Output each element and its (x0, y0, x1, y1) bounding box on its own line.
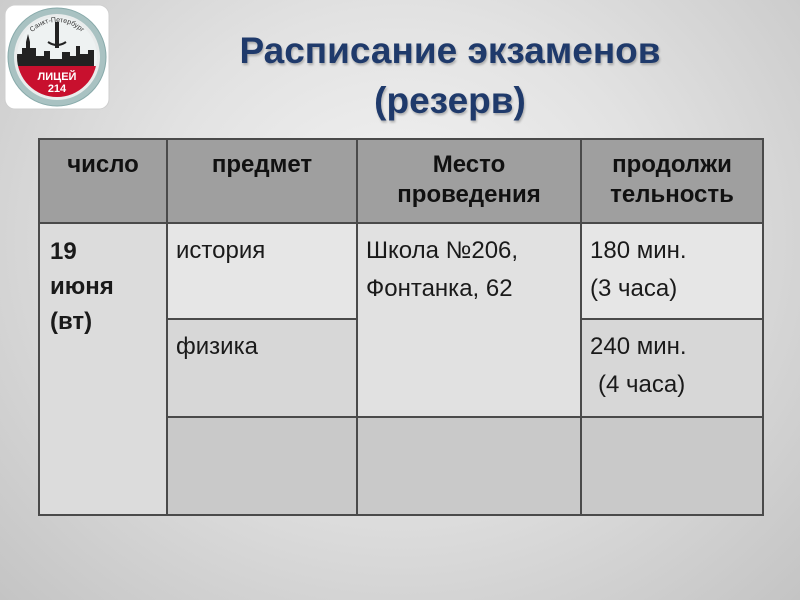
table-row (39, 223, 763, 319)
header-subject: предмет (167, 139, 357, 223)
table-header-row (39, 139, 763, 223)
page-title (120, 26, 780, 126)
subject-cell: история (167, 223, 357, 319)
exam-schedule-table (38, 138, 764, 516)
logo-text-city: Санкт-Петербург (28, 16, 86, 34)
place-cell: Школа №206, Фонтанка, 62 (357, 223, 581, 417)
title-line-1: Расписание экзаменов (239, 30, 661, 71)
duration-cell: 180 мин. (3 часа) (581, 223, 763, 319)
empty-cell (167, 417, 357, 515)
duration-cell: 240 мин. (4 часа) (581, 319, 763, 417)
lyceum-logo (4, 4, 110, 110)
logo-text-number: 214 (47, 83, 67, 95)
date-cell: 19 июня (вт) (39, 223, 167, 515)
empty-cell (357, 417, 581, 515)
title-line-2: (резерв) (374, 80, 526, 121)
header-place: Место проведения (357, 139, 581, 223)
header-duration: продолжи тельность (581, 139, 763, 223)
lyceum-214-badge-icon (4, 4, 110, 110)
empty-cell (581, 417, 763, 515)
subject-cell: физика (167, 319, 357, 417)
logo-text-lyceum: ЛИЦЕЙ (37, 71, 77, 83)
header-date: число (39, 139, 167, 223)
